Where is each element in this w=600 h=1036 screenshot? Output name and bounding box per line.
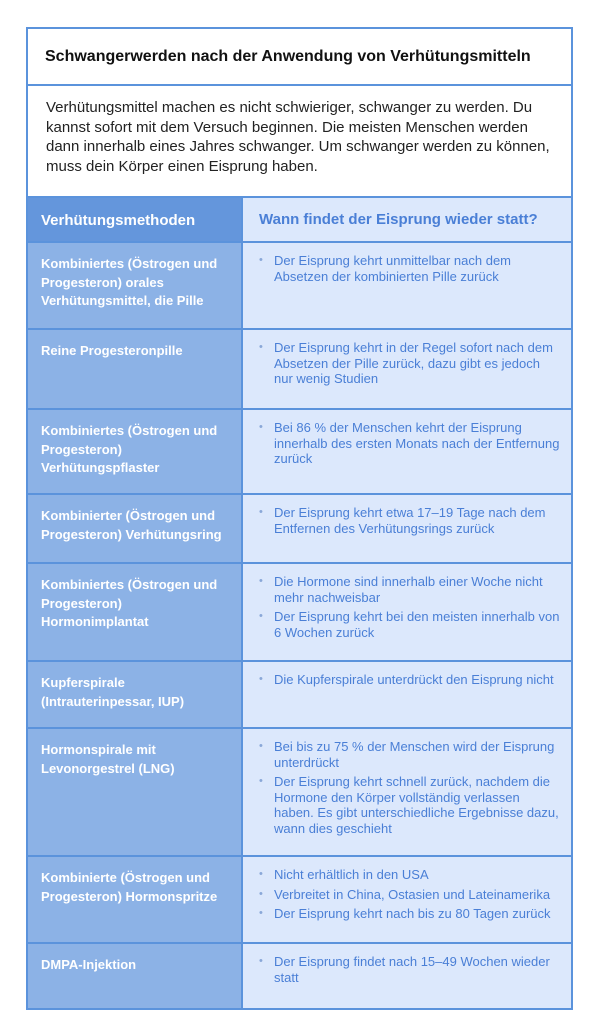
note-item: • Bei bis zu 75 % der Menschen wird der Eisprung unterdrückt [259,739,561,770]
note-item: • Verbreitet in China, Ostasien und Lateinamerika [259,887,561,903]
note-item: • Nicht erhältlich in den USA [259,867,561,883]
table-row [28,729,571,857]
infographic [26,27,573,1010]
note-list [259,253,561,284]
note-item: • Der Eisprung kehrt bei den meisten innerhalb von 6 Wochen zurück [259,609,561,640]
ovulation-cell [243,662,571,727]
method-cell: Kombiniertes (Östrogen und Progesteron) Verhütungspflaster [28,410,243,493]
table-row [28,495,571,564]
method-cell: Kombinierter (Östrogen und Progesteron) Verhütungsring [28,495,243,562]
table-row [28,857,571,944]
header-methods: Verhütungsmethoden [28,198,243,241]
method-cell: Kombinierte (Östrogen und Progesteron) Hormonspritze [28,857,243,942]
table-row [28,662,571,729]
note-list [259,867,561,922]
note-list [259,954,561,985]
header-ovulation: Wann findet der Eisprung wieder statt? [243,198,571,241]
note-list [259,340,561,387]
ovulation-cell [243,729,571,855]
method-cell: Reine Progesteronpille [28,330,243,408]
ovulation-cell [243,944,571,1008]
ovulation-cell [243,243,571,328]
table-row [28,564,571,662]
note-list [259,672,561,688]
note-item: • Der Eisprung findet nach 15–49 Wochen wieder statt [259,954,561,985]
ovulation-cell [243,495,571,562]
note-item: • Der Eisprung kehrt schnell zurück, nachdem die Hormone den Körper vollständig verlassen haben. Es gibt unterschiedliche Ergebnisse dazu, wann dies geschieht [259,774,561,836]
method-cell: Kupferspirale (Intrauterinpessar, IUP) [28,662,243,727]
note-list [259,505,561,536]
ovulation-cell [243,410,571,493]
table-row [28,330,571,410]
table-header [28,198,571,243]
note-item: • Der Eisprung kehrt nach bis zu 80 Tagen zurück [259,906,561,922]
table-row [28,410,571,495]
note-item: • Der Eisprung kehrt etwa 17–19 Tage nach dem Entfernen des Verhütungsrings zurück [259,505,561,536]
note-list [259,739,561,836]
note-item: • Bei 86 % der Menschen kehrt der Eisprung innerhalb des ersten Monats nach der Entfernung zurück [259,420,561,467]
table-row [28,243,571,330]
page-title: Schwangerwerden nach der Anwendung von Verhütungsmitteln [28,29,571,86]
ovulation-cell [243,564,571,660]
method-cell: Hormonspirale mit Levonorgestrel (LNG) [28,729,243,855]
note-item: • Der Eisprung kehrt in der Regel sofort nach dem Absetzen der Pille zurück, dazu gibt es jedoch nur wenig Studien [259,340,561,387]
intro-text: Verhütungsmittel machen es nicht schwieriger, schwanger zu werden. Du kannst sofort mit dem Versuch beginnen. Die meisten Menschen werden dann innerhalb eines Jahres schwanger. Um schwanger werden zu können, muss dein Körper einen Eisprung haben. [28,86,571,198]
method-cell: Kombiniertes (Östrogen und Progesteron) Hormonimplantat [28,564,243,660]
note-item: • Die Hormone sind innerhalb einer Woche nicht mehr nachweisbar [259,574,561,605]
ovulation-cell [243,857,571,942]
note-item: • Der Eisprung kehrt unmittelbar nach dem Absetzen der kombinierten Pille zurück [259,253,561,284]
method-cell: DMPA-Injektion [28,944,243,1008]
ovulation-cell [243,330,571,408]
contraception-table [28,198,571,1008]
note-list [259,574,561,640]
method-cell: Kombiniertes (Östrogen und Progesteron) orales Verhütungsmittel, die Pille [28,243,243,328]
note-item: • Die Kupferspirale unterdrückt den Eisprung nicht [259,672,561,688]
note-list [259,420,561,467]
table-row [28,944,571,1008]
